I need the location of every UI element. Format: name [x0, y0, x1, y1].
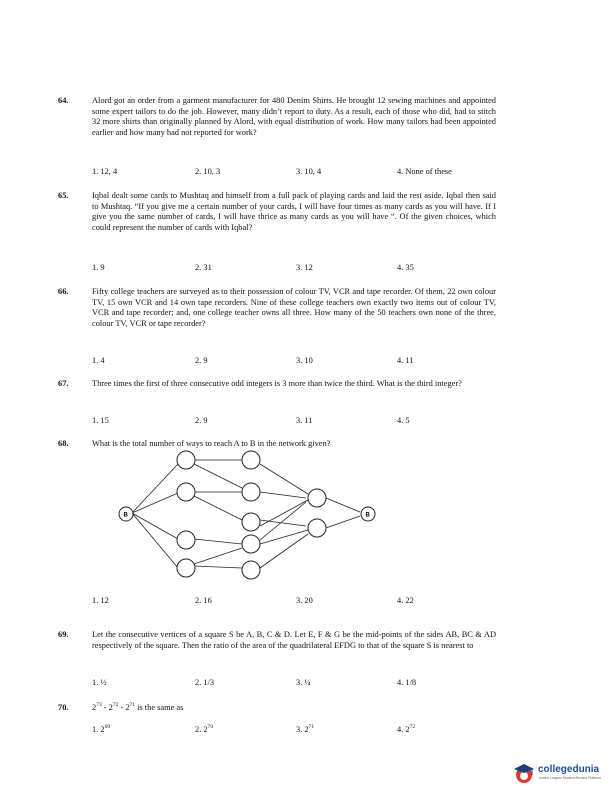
node: [177, 531, 195, 549]
node: [177, 559, 195, 577]
option-1: 1. 12: [92, 596, 109, 605]
option-3: 3. 10, 4: [296, 167, 322, 176]
edge: [132, 513, 178, 568]
option-2: 2. 9: [195, 416, 208, 425]
option-2: 2. $2^{70}$: [195, 724, 214, 734]
question-text: Alord got an order from a garment manufacturer for 480 Denim Shirts. He brought 12 sewing machines and appointed some expert tailors to do the job. However, many didn’t report to duty. As a result, each of those who did, had to stitch 32 more shirts than originally planned by Alord, with equal distribution of work. How many tailors had been appointed earlier and how many had not reported for work?: [92, 96, 496, 137]
edge: [326, 498, 360, 512]
edge: [132, 513, 178, 539]
question-number: 64.: [58, 96, 69, 105]
node: [242, 483, 260, 501]
option-1: 1. $2^{69}$: [92, 724, 111, 734]
node: [242, 513, 260, 531]
question-number: 66.: [58, 287, 69, 296]
edge: [260, 500, 308, 526]
option-4: 4. 35: [397, 263, 414, 272]
option-3: 3. 20: [296, 596, 313, 605]
question-text: Fifty college teachers are surveyed as to their possession of colour TV, VCR and tape recorder. Of them, 22 own colour TV, 15 own VCR and 14 own tape recorders. Nine of these college teachers own exactly two items out of colour TV, VCR and tape recorder; and, one college teacher owns all three. How many of the 50 teachers own none of the three, colour TV, VCR or tape recorder?: [92, 287, 496, 328]
logo-name: collegedunia: [538, 764, 600, 775]
option-1: 1. 9: [92, 263, 105, 272]
edge: [132, 464, 178, 513]
collegedunia-logo[interactable]: [512, 760, 608, 786]
node: [177, 483, 195, 501]
edge: [194, 548, 242, 564]
options-70: [58, 725, 498, 737]
option-3: 3. 12: [296, 263, 313, 272]
question-number: 65.: [58, 191, 69, 200]
question-number: 67.: [58, 379, 69, 388]
edge: [194, 464, 242, 488]
options-65: [58, 263, 498, 275]
node: [242, 561, 260, 579]
option-1: 1. 4: [92, 356, 105, 365]
question-text: What is the total number of ways to reach A to B in the network given?: [92, 439, 331, 448]
start-node-label: B: [123, 512, 128, 519]
option-3: 3. 10: [296, 356, 313, 365]
question-text: $2^{73} - 2^{72} - 2^{71}$ is the same as: [92, 702, 184, 712]
option-4: 4. 22: [397, 596, 414, 605]
graduate-cap-icon: [512, 761, 536, 785]
option-4: 4. None of these: [397, 167, 452, 176]
node: [308, 519, 326, 537]
option-4: 4. $2^{72}$: [397, 724, 416, 734]
node: [177, 451, 195, 469]
edge: [260, 534, 308, 568]
option-4: 4. 11: [397, 356, 414, 365]
end-node-label: B: [365, 512, 370, 519]
edge: [194, 566, 242, 568]
options-64: [58, 167, 498, 179]
question-number: 69.: [58, 630, 69, 639]
option-2: 2. 31: [195, 263, 212, 272]
options-69: [58, 678, 498, 690]
node: [242, 451, 260, 469]
option-2: 2. 16: [195, 596, 212, 605]
edge: [194, 539, 242, 544]
option-1: 1. 15: [92, 416, 109, 425]
edge: [260, 492, 306, 498]
option-4: 4. 5: [397, 416, 410, 425]
edge: [260, 530, 308, 544]
options-67: [58, 416, 498, 428]
option-1: 1. 12, 4: [92, 167, 118, 176]
edge: [326, 516, 360, 528]
question-number: 70.: [58, 703, 69, 712]
question-number: 68.: [58, 439, 69, 448]
option-3: 3. $2^{71}$: [296, 724, 315, 734]
edge: [260, 464, 308, 494]
node: [308, 489, 326, 507]
options-66: [58, 356, 498, 368]
option-4: 4. 1/8: [397, 678, 417, 687]
network-diagram: [110, 444, 390, 588]
option-3: 3. 11: [296, 416, 313, 425]
edge: [132, 493, 178, 513]
edge: [194, 496, 242, 520]
logo-tagline: India's Largest Student Review Platform: [539, 776, 602, 780]
question-text: Three times the first of three consecutive odd integers is 3 more than twice the third. What is the third integer?: [92, 379, 462, 388]
option-2: 2. 1/3: [195, 678, 215, 687]
option-2: 2. 10, 3: [195, 167, 221, 176]
option-1: 1. ½: [92, 678, 107, 687]
question-text: Let the consecutive vertices of a square S be A, B, C & D. Let E, F & G be the mid-points of the sides AB, BC & AD respectively of the square. Then the ratio of the area of the quadrilateral EFDG to that of the square S is nearest to: [92, 630, 496, 650]
node: [242, 535, 260, 553]
option-3: 3. ¼: [296, 678, 311, 687]
option-2: 2. 9: [195, 356, 208, 365]
question-text: Iqbal dealt some cards to Mushtaq and himself from a full pack of playing cards and laid the rest aside. Iqbal then said to Mushtaq. “If you give me a certain number of your cards, I will have four times as many cards as you will have. If I give you the same number of cards, I will have thrice as many cards as you will have “. Of the given choices, which could represent the number of cards with Iqbal?: [92, 191, 496, 232]
network-nodes: [119, 451, 375, 579]
options-68: [58, 596, 498, 608]
